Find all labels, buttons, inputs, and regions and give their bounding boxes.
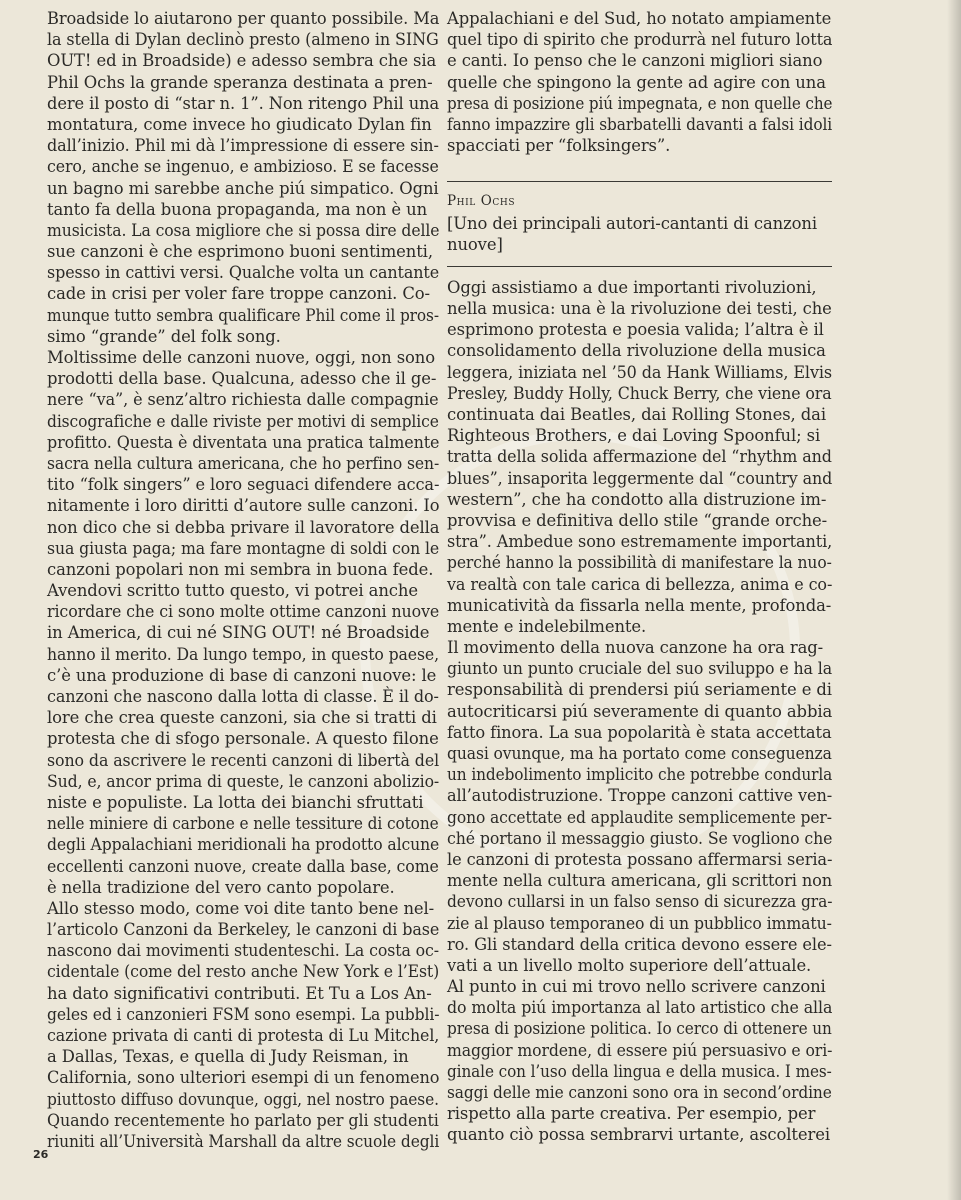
text-line: musicista. La cosa migliore che si possa dire delle bbox=[47, 220, 440, 240]
text-line: sue canzoni è che esprimono buoni sentimenti, bbox=[47, 242, 433, 262]
text-line: cade in crisi per voler fare troppe canzoni. Co- bbox=[47, 284, 430, 304]
text-line: un indebolimento implicito che potrebbe condurla bbox=[447, 765, 833, 785]
text-line: Allo stesso modo, come voi dite tanto bene nel- bbox=[47, 898, 435, 918]
text-line: nascono dai movimenti studenteschi. La costa oc- bbox=[47, 941, 439, 961]
text-line: devono cullarsi in un falso senso di sicurezza gra- bbox=[447, 892, 833, 912]
author-byline bbox=[447, 191, 832, 255]
text-line: Broadside lo aiutarono per quanto possibile. Ma bbox=[47, 9, 440, 28]
text-line: all’autodistruzione. Troppe canzoni cattive ven- bbox=[447, 786, 833, 806]
text-line: maggior mordene, di essere piú persuasivo e ori- bbox=[447, 1040, 833, 1060]
text-line: geles ed i canzonieri FSM sono esempi. La pubbli- bbox=[47, 1004, 440, 1024]
text-line: tanto fa della buona propaganda, ma non è un bbox=[47, 199, 428, 219]
text-line: Phil Ochs la grande speranza destinata a pren- bbox=[47, 72, 433, 92]
text-line: blues”, insaporita leggermente dal “country and bbox=[447, 468, 833, 488]
text-line: in America, di cui né SING OUT! né Broadside bbox=[47, 623, 430, 643]
text-line: tito “folk singers” e loro seguaci difendere acca- bbox=[47, 475, 440, 495]
text-line: responsabilità di prendersi piú seriamente e di bbox=[447, 680, 832, 700]
text-line: gono accettate ed applaudite semplicemente per- bbox=[447, 807, 832, 827]
page-edge-shadow bbox=[947, 0, 961, 1200]
text-line: rispetto alla parte creativa. Per esempio, per bbox=[447, 1104, 816, 1124]
left-column bbox=[47, 8, 439, 1152]
text-line: dere il posto di “star n. 1”. Non ritengo Phil una bbox=[47, 93, 440, 113]
text-line: Sud, e, ancor prima di queste, le canzoni abolizio- bbox=[47, 771, 440, 791]
text-line: quelle che spingono la gente ad agire con una bbox=[447, 72, 826, 92]
text-line: fanno impazzire gli sbarbatelli davanti a falsi idoli bbox=[447, 114, 833, 134]
text-line: la stella di Dylan declinò presto (almeno in SING bbox=[47, 30, 439, 50]
text-line: munque tutto sembra qualificare Phil come il pros- bbox=[47, 305, 439, 325]
text-line: non dico che si debba privare il lavoratore della bbox=[47, 517, 440, 537]
text-line: Quando recentemente ho parlato per gli studenti bbox=[47, 1110, 439, 1130]
text-line: quanto ciò possa sembrarvi urtante, ascolterei bbox=[447, 1125, 830, 1145]
text-line: giunto un punto cruciale del suo sviluppo e ha la bbox=[447, 659, 833, 679]
text-line: saggi delle mie canzoni sono ora in second’ordine bbox=[447, 1083, 832, 1103]
text-line: presa di posizione politica. Io cerco di ottenere un bbox=[447, 1019, 832, 1039]
text-line: eccellenti canzoni nuove, create dalla base, come bbox=[47, 856, 439, 876]
text-line: e canti. Io penso che le canzoni migliori siano bbox=[447, 51, 823, 71]
text-line: riuniti all’Università Marshall da altre scuole degli bbox=[47, 1131, 440, 1151]
text-line: consolidamento della rivoluzione della musica bbox=[447, 341, 826, 361]
text-line: protesta che di sfogo personale. A questo filone bbox=[47, 729, 439, 749]
text-line: sacra nella cultura americana, che ho perfino sen- bbox=[47, 453, 440, 473]
text-line: Presley, Buddy Holly, Chuck Berry, che viene ora bbox=[447, 383, 832, 403]
text-line: hanno il merito. Da lungo tempo, in questo paese, bbox=[47, 644, 440, 664]
text-line: è nella tradizione del vero canto popolare. bbox=[47, 877, 395, 897]
text-line: ginale con l’uso della lingua e della musica. I mes- bbox=[447, 1061, 832, 1081]
text-line: Il movimento della nuova canzone ha ora rag- bbox=[447, 638, 824, 658]
text-line: OUT! ed in Broadside) e adesso sembra che sia bbox=[47, 51, 437, 71]
text-line: nitamente i loro diritti d’autore sulle canzoni. Io bbox=[47, 496, 440, 516]
article-body bbox=[447, 277, 832, 1146]
text-line: Righteous Brothers, e dai Loving Spoonful; si bbox=[447, 426, 821, 446]
page-number: 26 bbox=[33, 1148, 49, 1161]
text-line: cidentale (come del resto anche New York e l’Est) bbox=[47, 962, 440, 982]
text-line: perché hanno la possibilità di manifestare la nuo- bbox=[447, 553, 832, 573]
text-line: mente e indelebilmente. bbox=[447, 616, 647, 636]
text-line: ché portano il messaggio giusto. Se vogliono che bbox=[447, 828, 833, 848]
text-line: prodotti della base. Qualcuna, adesso che il ge- bbox=[47, 369, 437, 389]
right-column-continued-text bbox=[447, 8, 832, 156]
text-line: piuttosto diffuso dovunque, oggi, nel nostro paese. bbox=[47, 1089, 439, 1109]
text-line: lore che crea queste canzoni, sia che si tratti di bbox=[47, 708, 437, 728]
text-line: autocriticarsi piú severamente di quanto abbia bbox=[447, 701, 833, 721]
text-line: sua giusta paga; ma fare montagne di soldi con le bbox=[47, 538, 440, 558]
text-line: presa di posizione piú impegnata, e non quelle che bbox=[447, 93, 833, 113]
text-line: ro. Gli standard della critica devono essere ele- bbox=[447, 934, 832, 954]
text-line: montatura, come invece ho giudicato Dylan fin bbox=[47, 114, 432, 134]
text-line: a Dallas, Texas, e quella di Judy Reisman, in bbox=[47, 1047, 409, 1067]
text-line: va realtà con tale carica di bellezza, anima e co- bbox=[447, 574, 833, 594]
text-line: do molta piú importanza al lato artistico che alla bbox=[447, 998, 833, 1018]
text-line: zie al plauso temporaneo di un pubblico immatu- bbox=[447, 913, 832, 933]
text-line: niste e populiste. La lotta dei bianchi sfruttati bbox=[47, 792, 424, 812]
text-line: cero, anche se ingenuo, e ambizioso. E se facesse bbox=[47, 157, 439, 177]
text-line: canzoni che nascono dalla lotta di classe. È il do- bbox=[47, 687, 439, 706]
text-line: spesso in cattivi versi. Qualche volta un cantante bbox=[47, 263, 440, 283]
text-line: quel tipo di spirito che produrrà nel futuro lotta bbox=[447, 30, 833, 50]
author-description-2: nuove] bbox=[447, 234, 503, 254]
text-line: fatto finora. La sua popolarità è stata accettata bbox=[447, 722, 832, 742]
text-line: esprimono protesta e poesia valida; l’altra è il bbox=[447, 320, 824, 340]
text-line: sono da ascrivere le recenti canzoni di libertà del bbox=[47, 750, 440, 770]
text-line: Appalachiani e del Sud, ho notato ampiamente bbox=[447, 9, 832, 28]
text-line: spacciati per “folksingers”. bbox=[447, 136, 671, 156]
text-line: western”, che ha condotto alla distruzione im- bbox=[447, 489, 827, 509]
text-line: provvisa e definitiva dello stile “grande orche- bbox=[447, 510, 828, 530]
text-line: municatività da fissarla nella mente, profonda- bbox=[447, 595, 832, 615]
text-line: nere “va”, è senz’altro richiesta dalle compagnie bbox=[47, 390, 439, 410]
text-line: nelle miniere di carbone e nelle tessiture di cotone bbox=[47, 814, 439, 834]
text-line: un bagno mi sarebbe anche piú simpatico. Ogni bbox=[47, 178, 439, 198]
text-line: California, sono ulteriori esempi di un fenomeno bbox=[47, 1068, 440, 1088]
text-line: canzoni popolari non mi sembra in buona fede. bbox=[47, 559, 434, 579]
text-line: tratta della solida affermazione del “rhythm and bbox=[447, 447, 832, 467]
text-line: c’è una produzione di base di canzoni nuove: le bbox=[47, 665, 437, 685]
text-line: Al punto in cui mi trovo nello scrivere canzoni bbox=[447, 977, 826, 997]
text-line: dall’inizio. Phil mi dà l’impressione di essere sin- bbox=[47, 136, 439, 156]
text-line: ha dato significativi contributi. Et Tu a Los An- bbox=[47, 983, 432, 1003]
text-line: quasi ovunque, ma ha portato come conseguenza bbox=[447, 744, 832, 764]
text-line: simo “grande” del folk song. bbox=[47, 326, 281, 346]
text-line: Avendovi scritto tutto questo, vi potrei anche bbox=[47, 581, 418, 601]
text-line: ricordare che ci sono molte ottime canzoni nuove bbox=[47, 602, 440, 622]
text-line: leggera, iniziata nel ’50 da Hank Williams, Elvis bbox=[447, 362, 833, 382]
text-line: Moltissime delle canzoni nuove, oggi, non sono bbox=[47, 348, 436, 367]
text-line: stra”. Ambedue sono estremamente importanti, bbox=[447, 532, 833, 552]
text-line: le canzoni di protesta possano affermarsi seria- bbox=[447, 849, 833, 869]
text-line: mente nella cultura americana, gli scrittori non bbox=[447, 871, 833, 891]
text-line: profitto. Questa è diventata una pratica talmente bbox=[47, 432, 440, 452]
text-line: l’articolo Canzoni da Berkeley, le canzoni di base bbox=[47, 920, 440, 940]
text-line: continuata dai Beatles, dai Rolling Stones, dai bbox=[447, 405, 826, 425]
text-line: vati a un livello molto superiore dell’attuale. bbox=[447, 955, 812, 975]
author-name: Phil Ochs bbox=[447, 193, 516, 210]
text-line: degli Appalachiani meridionali ha prodotto alcune bbox=[47, 835, 440, 855]
text-line: cazione privata di canti di protesta di Lu Mitchel, bbox=[47, 1026, 440, 1045]
text-line: discografiche e dalle riviste per motivi di semplice bbox=[47, 411, 439, 431]
right-column bbox=[447, 8, 832, 1146]
text-line: Oggi assistiamo a due importanti rivoluzioni, bbox=[447, 277, 817, 297]
author-description-1: [Uno dei principali autori-cantanti di canzoni bbox=[447, 213, 818, 233]
text-line: nella musica: una è la rivoluzione dei testi, che bbox=[447, 299, 832, 319]
